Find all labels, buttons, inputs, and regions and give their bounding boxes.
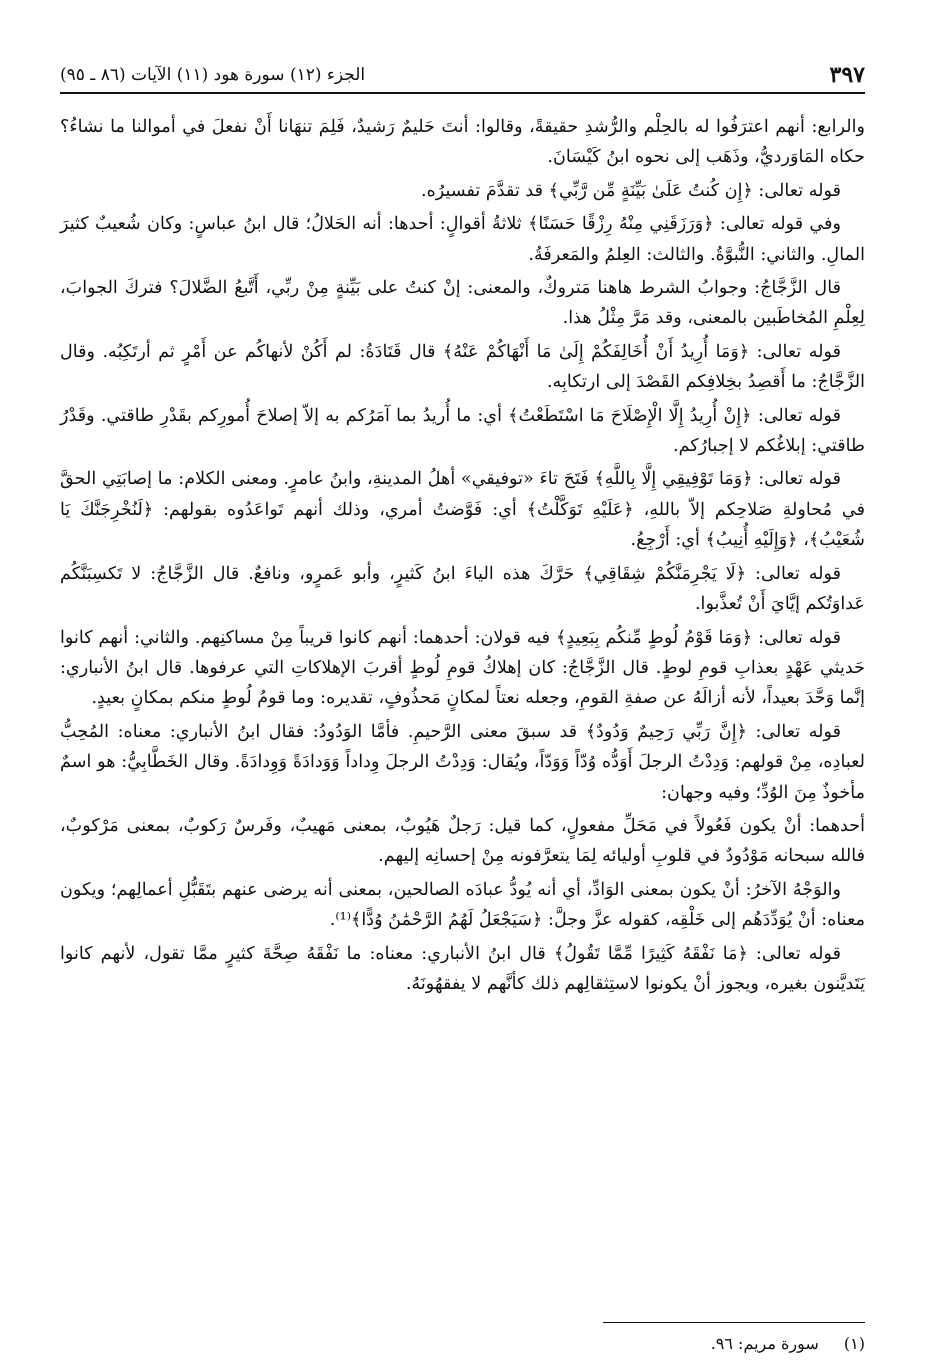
paragraph: وفي قوله تعالى: ﴿وَرَزَقَنِي مِنْهُ رِزْقًا حَسَنًا﴾ ثلاثةُ أقوالٍ: أحدها: أنه الحَلالُ؛ قال ابنُ عباسٍ: وكان شُعيبٌ كثيرَ المالِ. والثاني: النُّبوَّةُ. والثالث: العِلمُ والمَعرفَةُ.: [60, 214, 865, 265]
paragraph: قوله تعالى: ﴿إِنَّ رَبِّي رَحِيمٌ وَدُودٌ﴾ قد سبقَ معنى الرَّحيمِ. فأمَّا الوَدُودُ: فقال ابنُ الأنباري: معناه: المُحِبُّ لعبادِه، مِنْ قولهم: وَدِدْتُ الرجلَ أَوَدُّه وُدّاً وَوَدّاً، ويُقال: وَدِدْتُ الرجلَ وِداداً وَوَدادَةً وَوِدادَةً. وقال الخَطَّابِيُّ: هو اسمٌ مأخوذٌ مِنَ الوُدِّ؛ وفيه وجهان:: [60, 721, 865, 803]
footnote-text: سورة مريم: ٩٦.: [710, 1334, 819, 1353]
paragraph: قوله تعالى: ﴿إِن كُنتُ عَلَىٰ بَيِّنَةٍ مِّن رَّبِّي﴾ قد تقدَّمَ تفسيرُه.: [421, 180, 841, 201]
paragraph: قوله تعالى: ﴿لَا يَجْرِمَنَّكُمْ شِقَاقِي﴾ حَرَّكَ هذه الياءَ ابنُ كَثيرٍ، وأبو عَمرٍو، ونافعٌ. قال الزَّجَّاجُ: لا تَكسِبَنَّكُم عَداوَتُكم إيَّايَ أَنْ تُعذَّبوا.: [60, 563, 865, 615]
running-title: الجزء (١٢) سورة هود (١١) الآيات (٨٦ ـ ٩٥): [60, 65, 366, 85]
footnote-divider: [603, 1322, 865, 1323]
paragraph: قوله تعالى: ﴿مَا نَفْقَهُ كَثِيرًا مِّمَّا تَقُولُ﴾ قال ابنُ الأنباري: معناه: ما نَفْقَهُ صِحَّةَ كثيرٍ ممَّا تقول، لأنهم كانوا يَتَديَّنون بغيره، ويجوز أنْ يكونوا لاستِثقالِهم ذلك كأنَّهم لا يفقهُونَهُ.: [60, 943, 865, 994]
paragraph: قوله تعالى: ﴿وَمَا أُرِيدُ أَنْ أُخَالِفَكُمْ إِلَىٰ مَا أَنْهَاكُمْ عَنْهُ﴾ قال قَتَادَةُ: لم أَكُنْ لأنهاكُم عن أَمْرٍ ثم أرتَكِبُه. وقال الزَّجَّاجُ: ما أَقصِدُ بخِلافِكم القَصْدَ إلى ارتكابِه.: [60, 341, 865, 393]
page-header: [60, 58, 865, 94]
footnote: [60, 1332, 865, 1356]
paragraph: قوله تعالى: ﴿وَمَا قَوْمُ لُوطٍ مِّنكُم بِبَعِيدٍ﴾ فيه قولان: أحدهما: أنهم كانوا قريباً مِنْ مساكنِهم. والثاني: أنهم كانوا حَديثي عَهْدٍ بعذابِ قومِ لوطٍ. قال الزَّجَّاجُ: كان إهلاكُ قومِ لُوطٍ أقربَ الإهلاكاتِ التي عرفوها. قال ابنُ الأنباري: إنَّما وَحَّدَ بعيداً، لأنه أزالَهُ عن صفةِ القومِ، وجعله نعتاً لمكانٍ مَحذُوفٍ، تقديره: وما قومُ لُوطٍ منكم بمكانٍ بعيدٍ.: [60, 627, 865, 709]
paragraph: قال الزَّجَّاجُ: وجوابُ الشرط هاهنا مَتروكٌ، والمعنى: إنْ كنتُ على بَيِّنةٍ مِنْ ربِّي، أَتَّبعُ الضَّلالَ؟ فتركَ الجوابَ، لِعِلْمِ المُخاطَبين بالمعنى، وقد مَرَّ مِثْلُ هذا.: [60, 278, 865, 329]
paragraph: والرابع: أنهم اعترَفُوا له بالحِلْم والرُّشدِ حقيقةً، وقالوا: أنتَ حَليمٌ رَشيدٌ، فَلِمَ تنهَانا أَنْ نفعلَ في أموالنا ما نشاءُ؟ حكاه المَاوَرديُّ، وذَهَب إلى نحوه ابنُ كَيْسَانَ.: [60, 117, 865, 168]
body-text: [60, 112, 865, 1002]
paragraph: قوله تعالى: ﴿إِنْ أُرِيدُ إِلَّا الْإِصْلَاحَ مَا اسْتَطَعْتُ﴾ أي: ما أُريدُ بما آمَرُكم به إلاّ إصلاحَ أُمورِكم بقَدْرِ طاقتي. وقَدْرُ طاقتي: إبلاغُكم لا إجبارُكم.: [60, 405, 865, 457]
footnote-marker: (١): [843, 1334, 865, 1353]
paragraph: قوله تعالى: ﴿وَمَا تَوْفِيقِي إِلَّا بِاللَّهِ﴾ فَتَحَ تاءَ «توفيقي» أهلُ المدينةِ، وابنُ عامرٍ. ومعنى الكلام: ما إصابَتِي الحقَّ في مُحاولةِ صَلاحِكم إلاّ باللهِ، ﴿عَلَيْهِ تَوَكَّلْتُ﴾ أي: فَوَّضتُ أمري، وذلك أنهم تَواعَدُوه بقولهم: ﴿لَنُخْرِجَنَّكَ يَا شُعَيْبُ﴾، ﴿وَإِلَيْهِ أُنِيبُ﴾ أي: أَرْجِعُ.: [60, 469, 865, 551]
page-number: ٣٩٧: [829, 62, 865, 88]
paragraph: والوَجْهُ الآخرُ: أنْ يكون بمعنى الوَادِّ، أي أنه يُودُّ عبادَه الصالحين، بمعنى أنه يرضى عنهم بتَقَبُّلِ أعمالِهم؛ ويكون معناه: أنْ يُوَدِّدَهُم إلى خَلْقِه، كقوله عزَّ وجلَّ: ﴿سَيَجْعَلُ لَهُمُ الرَّحْمَٰنُ وُدًّا﴾⁽¹⁾.: [60, 879, 865, 931]
paragraph: أحدهما: أنْ يكون فَعُولاً في مَحَلِّ مفعولٍ، كما قيل: رَجلٌ هَيُوبٌ، بمعنى مَهيبٌ، وفَرسٌ رَكوبٌ، بمعنى مَرْكوبٌ، فالله سبحانه مَوْدُودٌ في قلوبِ أوليائه لِمَا يتعرَّفونه مِنْ إحسانِه إليهم.: [60, 815, 865, 867]
